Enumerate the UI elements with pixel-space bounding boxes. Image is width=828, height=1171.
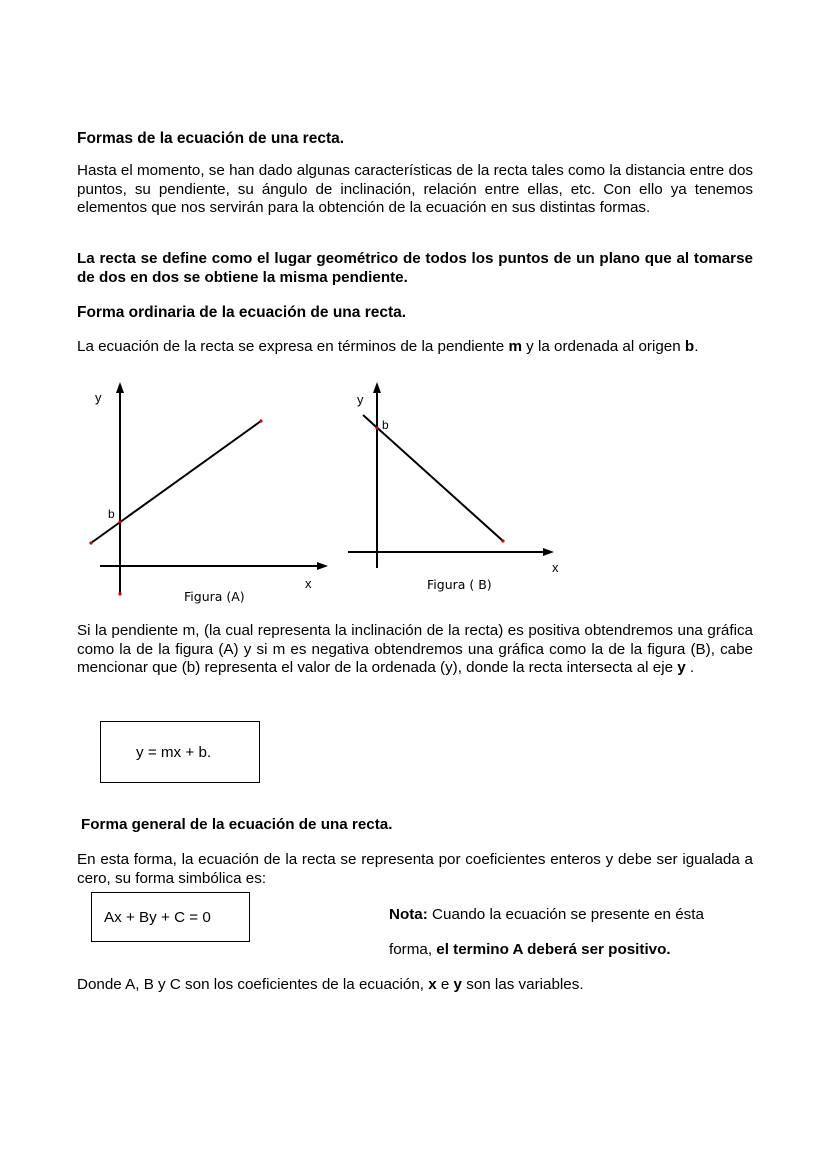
note-label: Nota:	[389, 906, 428, 923]
figure-b-line	[363, 415, 503, 541]
figure-a	[89, 382, 328, 604]
paragraph-slope-text: Si la pendiente m, (la cual representa la inclinación de la recta) es positiva obtendremos una gráfica como la de la figura (A) y si m es negativa obtendremos una gráfica como la de la figura (B), cabe mencionar que (b) representa el valor de la ordenada (y), donde la recta intersecta al eje	[77, 622, 753, 677]
closing-mid: e	[436, 976, 454, 993]
figure-a-line	[91, 421, 261, 543]
heading-forms: Formas de la ecuación de una recta.	[77, 130, 345, 147]
paragraph-general: En esta forma, la ecuación de la recta se representa por coeficientes enteros y debe ser igualada a cero, su forma simbólica es:	[77, 851, 753, 887]
ordinary-text-b: b	[684, 338, 695, 355]
formula-general: Ax + By + C = 0	[104, 908, 211, 926]
figure-a-line-end-dot	[259, 419, 262, 422]
closing-pre: Donde A, B y C son los coeficientes de la ecuación,	[77, 976, 429, 993]
formula-general-box	[91, 892, 250, 942]
paragraph-closing	[77, 976, 584, 993]
figure-a-y-arrow-icon	[116, 382, 124, 393]
paragraph-intro: Hasta el momento, se han dado algunas características de la recta tales como la distancia entre dos puntos, su pendiente, su ángulo de inclinación, relación entre ellas, etc. Con ello ya tenemos elementos que nos servirán para la obtención de la ecuación en sus distintas formas.	[77, 162, 753, 217]
figure-b-y-arrow-icon	[373, 382, 381, 393]
figure-a-b-label: b	[108, 507, 115, 521]
figure-a-y-label: y	[95, 390, 102, 405]
figure-a-intercept-dot	[118, 520, 121, 523]
figure-b-y-label: y	[357, 392, 364, 407]
formula-ordinary-box	[100, 721, 260, 783]
note-line-2	[389, 941, 671, 958]
ordinary-text-mid: y la ordenada al origen	[521, 338, 685, 355]
formula-ordinary: y = mx + b.	[136, 743, 212, 761]
closing-x: x	[428, 976, 437, 993]
heading-ordinary-form: Forma ordinaria de la ecuación de una recta.	[77, 304, 407, 321]
figure-b-x-label: x	[552, 560, 559, 575]
note-line-2-bold: el termino A deberá ser positivo.	[436, 941, 671, 958]
paragraph-definition: La recta se define como el lugar geométrico de todos los puntos de un plano que al tomarse de dos en dos se obtiene la misma pendiente.	[77, 250, 753, 286]
paragraph-slope	[77, 622, 753, 678]
closing-post: son las variables.	[462, 976, 584, 993]
ordinary-text-m: m	[508, 338, 522, 355]
figure-a-line-start-dot	[89, 541, 92, 544]
figure-a-caption: Figura (A)	[184, 589, 245, 604]
figure-b-caption: Figura ( B)	[427, 577, 492, 592]
paragraph-slope-y: y	[677, 659, 686, 677]
figure-b-b-label: b	[382, 418, 389, 432]
figure-a-x-arrow-icon	[317, 562, 328, 570]
figure-a-x-label: x	[305, 576, 312, 591]
figure-b-x-arrow-icon	[543, 548, 554, 556]
figure-b-line-end-dot	[501, 539, 504, 542]
note-line-1	[389, 906, 704, 923]
closing-y: y	[453, 976, 462, 993]
ordinary-text-post: .	[694, 338, 699, 355]
figure-a-axis-end-dot	[118, 592, 121, 595]
heading-general-form: Forma general de la ecuación de una recta.	[81, 816, 393, 833]
ordinary-text-pre: La ecuación de la recta se expresa en términos de la pendiente	[77, 338, 509, 355]
figure-b-intercept-dot	[375, 426, 378, 429]
paragraph-slope-end: .	[685, 659, 695, 677]
note-line-1-text: Cuando la ecuación se presente en ésta	[427, 906, 704, 923]
figure-b	[348, 382, 559, 592]
note-line-2-pre: forma,	[389, 941, 437, 958]
